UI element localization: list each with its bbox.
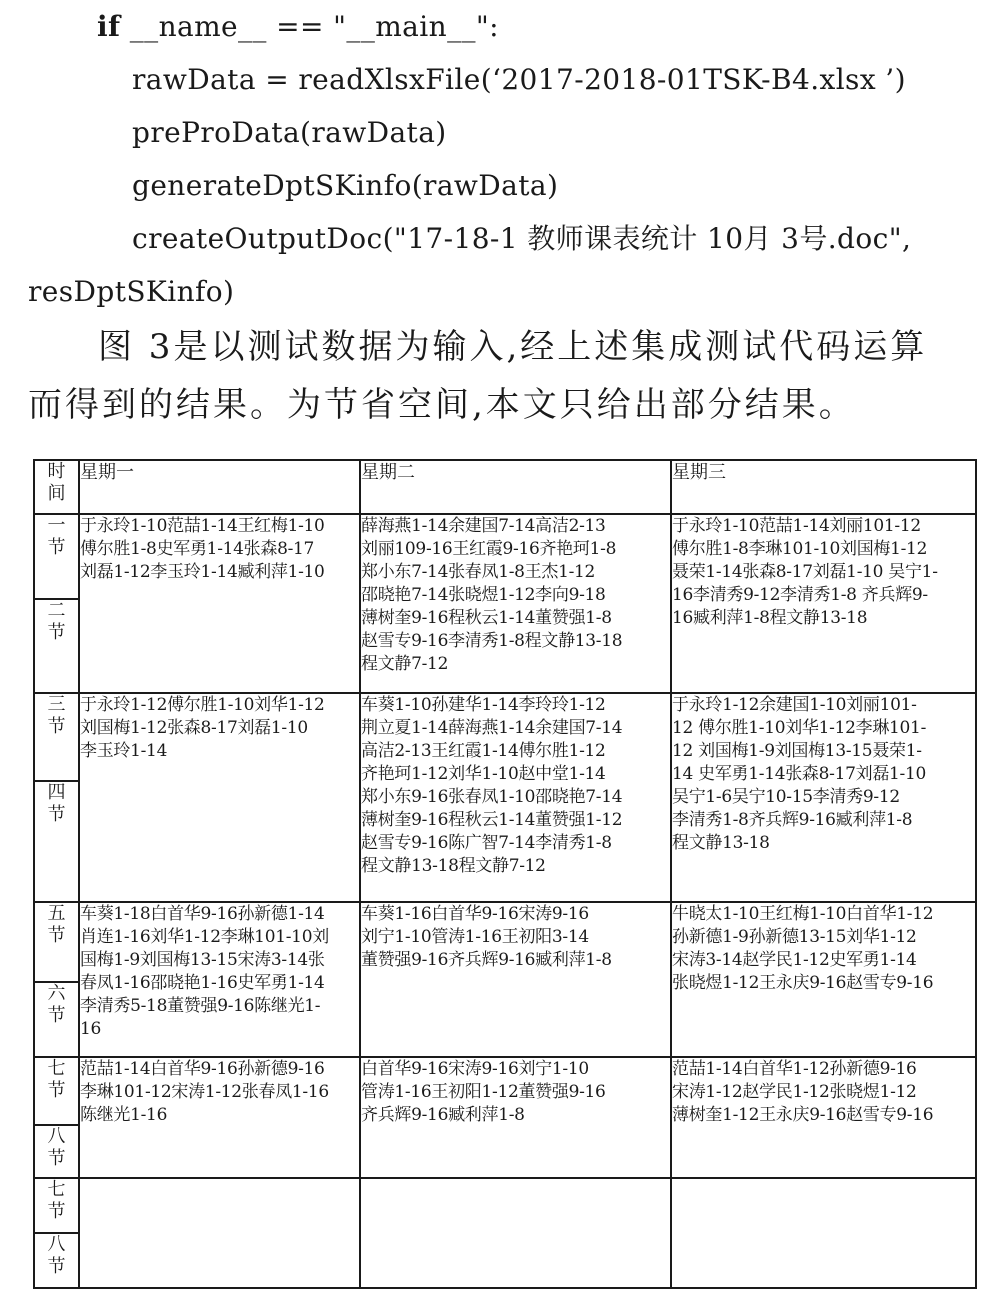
period-label: 四节 [34,781,79,902]
period-label: 七节 [34,1178,79,1233]
schedule-cell-line: 春凤1-16邵晓艳1-16史军勇1-14 [80,973,325,993]
schedule-cell-mon [79,902,360,1057]
schedule-cell-line: 荆立夏1-14薛海燕1-14余建国7-14 [361,718,623,738]
schedule-cell-line: 李清秀1-8齐兵辉9-16臧利萍1-8 [672,810,913,830]
code-line: createOutputDoc("17-18-1 教师课表统计 10月 3号.doc", [132,222,912,255]
schedule-cell-line: 孙新德1-9孙新德13-15刘华1-12 [672,927,917,947]
schedule-cell-mon [79,514,360,693]
schedule-cell-line: 程文静7-12 [361,654,449,674]
header-tuesday: 星期二 [360,460,671,514]
schedule-cell-line: 赵雪专9-16李清秀1-8程文静13-18 [361,631,623,651]
code-text: __name__ == "__main__": [120,10,499,43]
schedule-cell-line: 牛晓太1-10王红梅1-10白首华1-12 [672,904,934,924]
schedule-cell-line: 宋涛3-14赵学民1-12史军勇1-14 [672,950,917,970]
period-label: 七节 [34,1057,79,1125]
schedule-cell-wed [671,693,976,902]
schedule-cell-line: 李琳101-12宋涛1-12张春凤1-16 [80,1082,329,1102]
schedule-cell-line: 薄树奎9-16程秋云1-14董赞强1-8 [361,608,612,628]
schedule-cell-line: 傅尔胜1-8李琳101-10刘国梅1-12 [672,539,928,559]
schedule-cell-line: 16臧利萍1-8程文静13-18 [672,608,868,628]
schedule-cell-line: 范喆1-14白首华9-16孙新德9-16 [80,1059,325,1079]
schedule-cell-line: 齐兵辉9-16臧利萍1-8 [361,1105,525,1125]
schedule-cell-line: 陈继光1-16 [80,1105,168,1125]
schedule-cell-line: 邵晓艳7-14张晓煜1-12李向9-18 [361,585,606,605]
schedule-cell-line: 吴宁1-6吴宁10-15李清秀9-12 [672,787,900,807]
schedule-cell-line: 刘丽109-16王红霞9-16齐艳珂1-8 [361,539,617,559]
schedule-cell-line: 肖连1-16刘华1-12李琳101-10刘 [80,927,329,947]
schedule-cell-line: 刘宁1-10管涛1-16王初阳3-14 [361,927,589,947]
schedule-cell-line: 程文静13-18程文静7-12 [361,856,546,876]
schedule-cell-line: 12 刘国梅1-9刘国梅13-15聂荣1- [672,741,922,761]
schedule-cell-line: 齐艳珂1-12刘华1-10赵中堂1-14 [361,764,606,784]
schedule-cell-tue [360,514,671,693]
code-line: rawData = readXlsxFile(‘2017-2018-01TSK-B4.xlsx ’) [132,63,906,96]
schedule-cell-mon [79,693,360,902]
header-monday: 星期一 [79,460,360,514]
schedule-cell-line: 于永玲1-10范喆1-14刘丽101-12 [672,516,921,536]
schedule-cell-line: 李玉玲1-14 [80,741,168,761]
schedule-cell-line: 国梅1-9刘国梅13-15宋涛3-14张 [80,950,325,970]
period-label: 八节 [34,1233,79,1288]
schedule-cell-line: 赵雪专9-16陈广智7-14李清秀1-8 [361,833,612,853]
schedule-cell-line: 程文静13-18 [672,833,770,853]
code-line: generateDptSKinfo(rawData) [132,169,559,202]
schedule-cell-line: 董赞强9-16齐兵辉9-16臧利萍1-8 [361,950,612,970]
schedule-cell-tue [360,693,671,902]
period-label: 六节 [34,982,79,1057]
schedule-cell-line: 聂荣1-14张森8-17刘磊1-10 吴宁1- [672,562,938,582]
schedule-cell-line: 管涛1-16王初阳1-12董赞强9-16 [361,1082,606,1102]
schedule-cell-line: 车葵1-18白首华9-16孙新德1-14 [80,904,325,924]
schedule-cell-tue [360,902,671,1057]
schedule-cell-line: 郑小东7-14张春凤1-8王杰1-12 [361,562,596,582]
period-label: 五节 [34,902,79,982]
schedule-cell-line: 于永玲1-12傅尔胜1-10刘华1-12 [80,695,325,715]
schedule-cell-line: 薄树奎9-16程秋云1-14董赞强1-12 [361,810,623,830]
schedule-cell-wed [671,514,976,693]
schedule-cell-tue [360,1057,671,1178]
schedule-cell-mon [79,1178,360,1288]
header-wednesday: 星期三 [671,460,976,514]
schedule-cell-line: 李清秀5-18董赞强9-16陈继光1- [80,996,321,1016]
period-label: 三节 [34,693,79,781]
code-line: preProData(rawData) [132,116,447,149]
schedule-cell-wed [671,1178,976,1288]
schedule-cell-line: 车葵1-16白首华9-16宋涛9-16 [361,904,589,924]
period-label: 二节 [34,599,79,693]
code-line: resDptSKinfo) [28,275,235,308]
schedule-cell-line: 16 [80,1019,102,1039]
schedule-cell-line: 16李清秀9-12李清秀1-8 齐兵辉9- [672,585,928,605]
schedule-cell-line: 白首华9-16宋涛9-16刘宁1-10 [361,1059,589,1079]
schedule-cell-line: 张晓煜1-12王永庆9-16赵雪专9-16 [672,973,934,993]
schedule-cell-line: 于永玲1-12余建国1-10刘丽101- [672,695,917,715]
paragraph-line: 而得到的结果。为节省空间,本文只给出部分结果。 [28,385,856,425]
period-label: 一节 [34,514,79,599]
schedule-cell-line: 范喆1-14白首华1-12孙新德9-16 [672,1059,917,1079]
schedule-cell-line: 12 傅尔胜1-10刘华1-12李琳101- [672,718,927,738]
schedule-cell-line: 刘国梅1-12张森8-17刘磊1-10 [80,718,308,738]
schedule-cell-line: 宋涛1-12赵学民1-12张晓煜1-12 [672,1082,917,1102]
schedule-cell-line: 刘磊1-12李玉玲1-14臧利萍1-10 [80,562,325,582]
code-line [97,0,499,53]
paragraph-line: 图 3是以测试数据为输入,经上述集成测试代码运算 [98,327,928,367]
schedule-cell-line: 14 史军勇1-14张森8-17刘磊1-10 [672,764,927,784]
schedule-cell-line: 高洁2-13王红霞1-14傅尔胜1-12 [361,741,606,761]
schedule-cell-mon [79,1057,360,1178]
schedule-cell-wed [671,902,976,1057]
schedule-cell-wed [671,1057,976,1178]
code-keyword: if [97,10,121,43]
schedule-cell-line: 车葵1-10孙建华1-14李玲玲1-12 [361,695,606,715]
schedule-cell-line: 薄树奎1-12王永庆9-16赵雪专9-16 [672,1105,934,1125]
period-label: 八节 [34,1125,79,1178]
time-header: 时间 [34,460,79,514]
schedule-cell-tue [360,1178,671,1288]
schedule-cell-line: 薛海燕1-14余建国7-14高洁2-13 [361,516,606,536]
schedule-cell-line: 郑小东9-16张春凤1-10邵晓艳7-14 [361,787,623,807]
schedule-table [33,459,977,1289]
schedule-cell-line: 于永玲1-10范喆1-14王红梅1-10 [80,516,325,536]
body-paragraph [28,318,988,434]
schedule-cell-line: 傅尔胜1-8史军勇1-14张森8-17 [80,539,315,559]
